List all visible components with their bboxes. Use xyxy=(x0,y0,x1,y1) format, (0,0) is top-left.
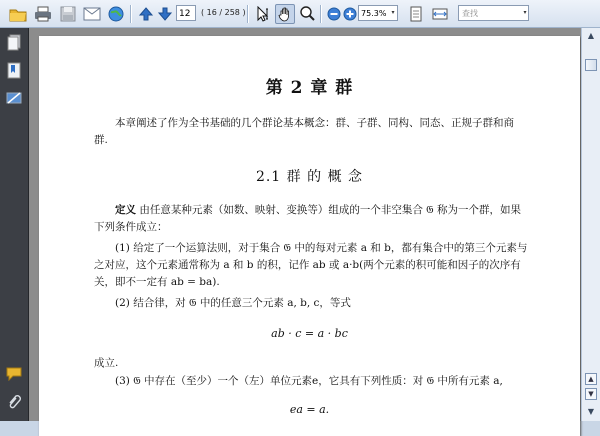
section-title: 2.1 群 的 概 念 xyxy=(255,169,364,185)
scroll-down-icon[interactable]: ▼ xyxy=(587,407,595,416)
bookmarks-icon[interactable] xyxy=(6,62,22,78)
select-text-icon[interactable] xyxy=(253,4,273,24)
chevron-down-icon[interactable]: ▾ xyxy=(523,9,527,16)
prev-page-icon[interactable] xyxy=(136,4,156,24)
toolbar xyxy=(0,0,600,28)
zoom-tool-icon[interactable] xyxy=(297,4,317,24)
search-input[interactable]: 查找 xyxy=(458,5,529,21)
scroll-up-icon[interactable]: ▲ xyxy=(587,31,595,40)
toolbar-separator xyxy=(130,5,132,23)
fit-page-icon[interactable] xyxy=(406,4,426,24)
cheng-li-text: 成立. xyxy=(94,357,119,369)
page-count: ( 16 / 258 ) xyxy=(201,8,246,17)
identity-formula: ea = a. xyxy=(289,403,330,416)
comments-icon[interactable] xyxy=(6,366,22,382)
next-page-icon[interactable] xyxy=(155,4,175,24)
next-page-scroll-icon[interactable]: ▼ xyxy=(585,388,597,400)
document-view[interactable] xyxy=(29,28,581,421)
attachments-icon[interactable] xyxy=(6,394,22,410)
save-icon[interactable] xyxy=(58,4,78,24)
open-folder-icon[interactable] xyxy=(8,4,28,24)
zoom-in-icon[interactable] xyxy=(340,4,360,24)
web-icon[interactable] xyxy=(106,4,126,24)
hand-tool-icon[interactable] xyxy=(275,4,295,24)
navigation-panel xyxy=(0,28,29,421)
layers-icon[interactable] xyxy=(6,90,22,106)
prev-page-scroll-icon[interactable]: ▲ xyxy=(585,373,597,385)
zoom-level-input[interactable]: 75.3% xyxy=(358,5,398,21)
definition-paragraph xyxy=(94,202,529,236)
chapter-title: 第 2 章 群 xyxy=(265,78,354,98)
condition-2: (2) 结合律，对 𝔊 中的任意三个元素 a, b, c，等式 xyxy=(115,297,351,309)
chapter-intro: 本章阐述了作为全书基础的几个群论基本概念：群、子群、同构、同态、正规子群和商群. xyxy=(94,117,514,146)
scroll-thumb[interactable] xyxy=(585,59,597,71)
print-icon[interactable] xyxy=(33,4,53,24)
associativity-formula: ab · c = a · bc xyxy=(271,327,348,340)
vertical-scrollbar[interactable] xyxy=(581,28,600,421)
pdf-page xyxy=(39,36,580,436)
email-icon[interactable] xyxy=(82,4,102,24)
toolbar-separator xyxy=(247,5,249,23)
condition-1: (1) 给定了一个运算法则，对于集合 𝔊 中的每对元素 a 和 b，都有集合中的第三个元素与之对应，这个元素通常称为 a 和 b 的积，记作 ab 或 a·b(两个元素的积可能和因子的次序有关，即不一定有 ab = ba). xyxy=(94,242,528,288)
toolbar-separator xyxy=(320,5,322,23)
condition-3: (3) 𝔊 中存在（至少）一个（左）单位元素e，它具有下列性质：对 𝔊 中所有元素 a, xyxy=(115,375,503,387)
definition-label: 定义 xyxy=(115,204,136,216)
page-number-input[interactable]: 12 xyxy=(176,5,196,21)
pages-icon[interactable] xyxy=(6,34,22,50)
definition-text: 由任意某种元素（如数、映射、变换等）组成的一个非空集合 𝔊 称为一个群，如果下列条件成立： xyxy=(94,204,521,233)
fit-width-icon[interactable] xyxy=(430,4,450,24)
chevron-down-icon[interactable]: ▾ xyxy=(391,9,395,16)
